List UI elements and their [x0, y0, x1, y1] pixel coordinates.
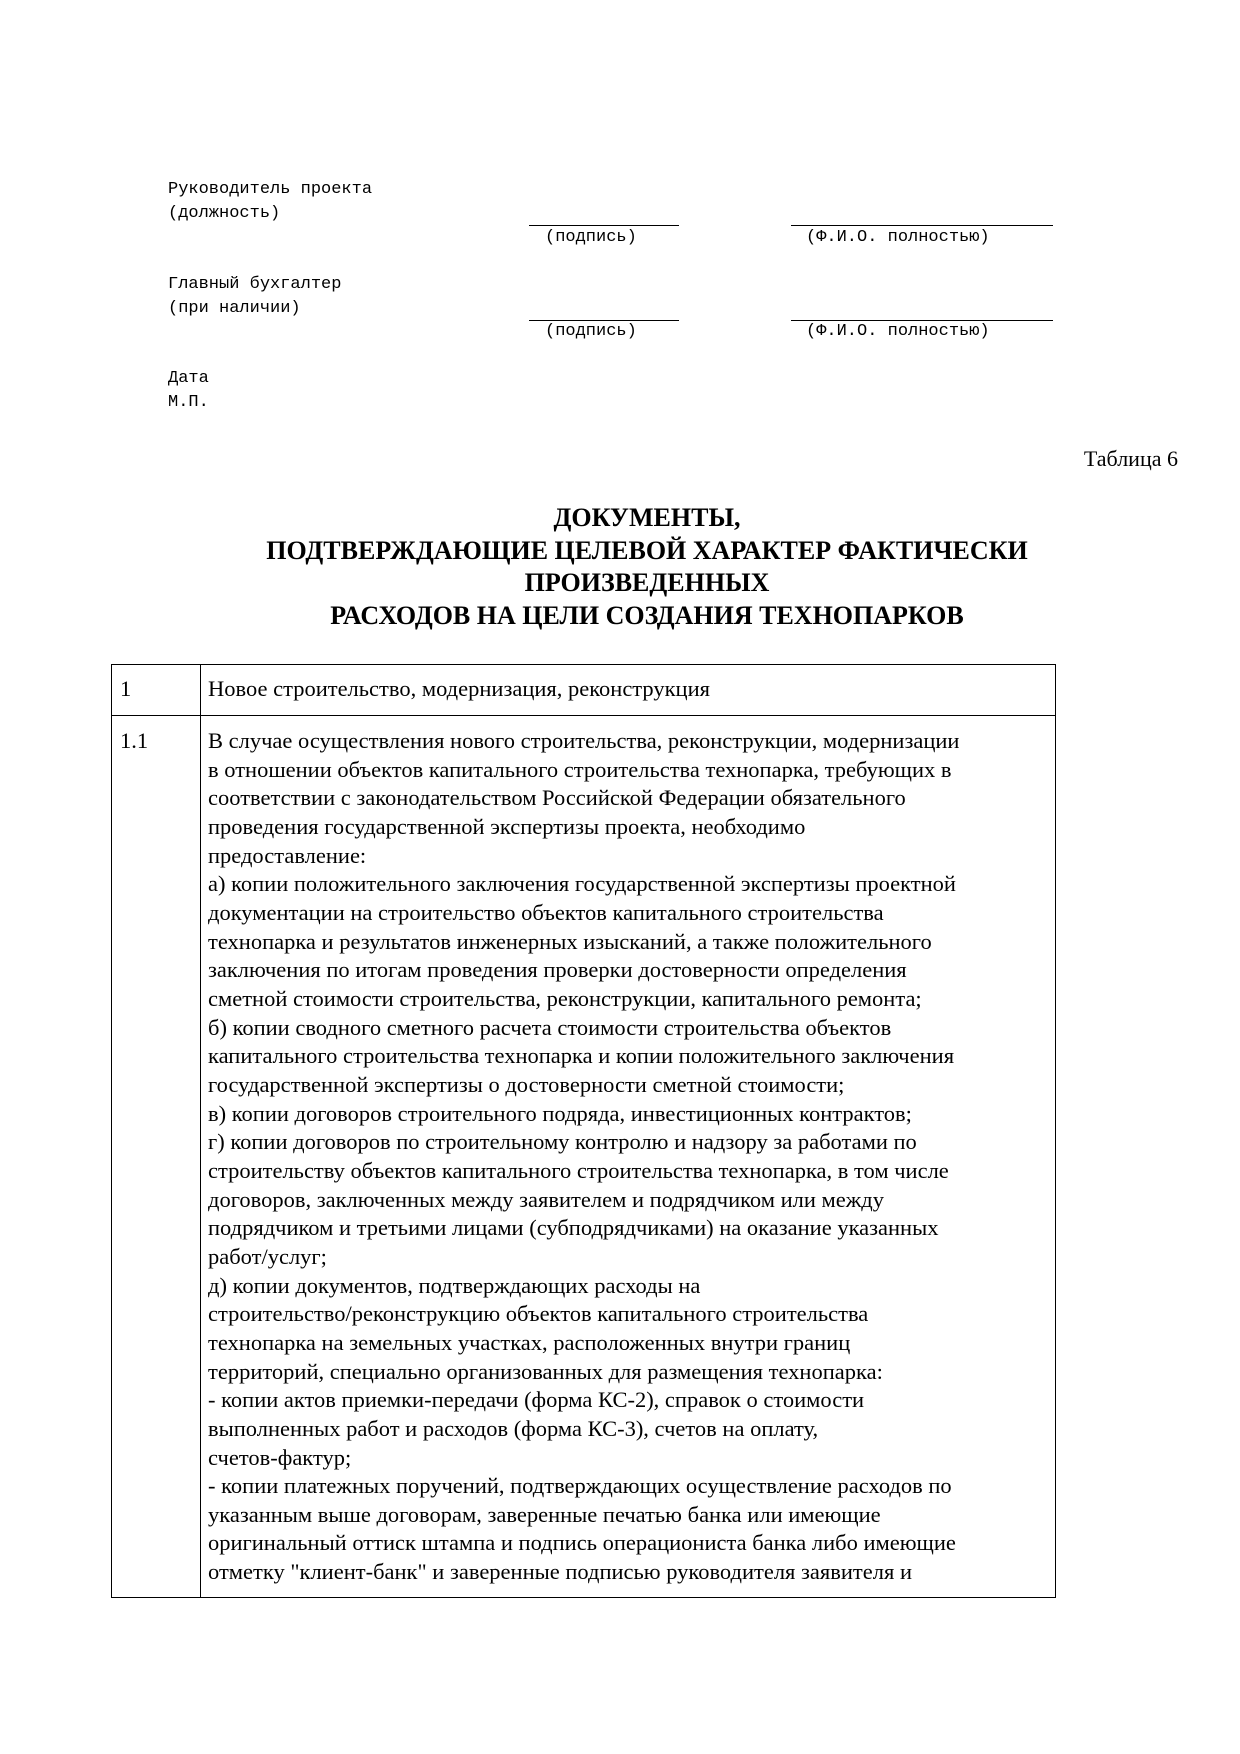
column-divider: [200, 665, 201, 1597]
text-line: строительство/реконструкцию объектов капитального строительства: [208, 1301, 869, 1327]
text-line: г) копии договоров по строительному контролю и надзору за работами по: [208, 1129, 917, 1155]
text-line: строительству объектов капитального строительства технопарка, в том числе: [208, 1157, 949, 1183]
accountant-signature-line: [529, 320, 679, 321]
title-line: ПОДТВЕРЖДАЮЩИЕ ЦЕЛЕВОЙ ХАРАКТЕР ФАКТИЧЕСКИ: [266, 535, 1028, 565]
text-line: государственной экспертизы о достоверности сметной стоимости;: [208, 1071, 845, 1097]
text-line: - копии актов приемки-передачи (форма КС-2), справок о стоимости: [208, 1387, 865, 1413]
table-label: Таблица 6: [1083, 446, 1178, 471]
text-line: документации на строительство объектов капитального строительства: [208, 899, 884, 925]
manager-position: (должность): [168, 204, 281, 223]
text-line: технопарка и результатов инженерных изысканий, а также положительного: [208, 928, 932, 954]
accountant-signature-caption: (подпись): [545, 322, 637, 341]
text-line: предоставление:: [208, 842, 367, 868]
text-line: технопарка на земельных участках, расположенных внутри границ: [208, 1329, 851, 1355]
accountant-fio-line: [791, 320, 1053, 321]
text-line: счетов-фактур;: [208, 1444, 352, 1470]
manager-signature-caption: (подпись): [545, 228, 637, 247]
stamp-label: М.П.: [168, 393, 209, 412]
text-line: соответствии с законодательством Российской Федерации обязательного: [208, 785, 906, 811]
title-line: РАСХОДОВ НА ЦЕЛИ СОЗДАНИЯ ТЕХНОПАРКОВ: [330, 600, 964, 630]
row-divider: [112, 715, 1055, 716]
text-line: В случае осуществления нового строительства, реконструкции, модернизации: [208, 728, 960, 753]
text-line: проведения государственной экспертизы проекта, необходимо: [208, 813, 806, 839]
text-line: договоров, заключенных между заявителем и подрядчиком или между: [208, 1186, 884, 1212]
text-line: в) копии договоров строительного подряда, инвестиционных контрактов;: [208, 1100, 912, 1126]
text-line: территорий, специально организованных для размещения технопарка:: [208, 1358, 883, 1384]
row-number: 1: [120, 676, 132, 701]
text-line: заключения по итогам проведения проверки достоверности определения: [208, 957, 907, 983]
text-line: капитального строительства технопарка и копии положительного заключения: [208, 1043, 955, 1069]
text-line: оригинальный оттиск штампа и подпись операциониста банка либо имеющие: [208, 1530, 956, 1556]
text-line: подрядчиком и третьими лицами (субподрядчиками) на оказание указанных: [208, 1215, 939, 1241]
documents-table: [111, 664, 1056, 1598]
date-label: Дата: [168, 369, 209, 388]
manager-title: Руководитель проекта: [168, 180, 373, 199]
document-title: [112, 502, 1182, 632]
text-line: отметку "клиент-банк" и заверенные подписью руководителя заявителя и: [208, 1559, 912, 1585]
text-line: указанным выше договорам, заверенные печатью банка или имеющие: [208, 1501, 881, 1527]
text-line: д) копии документов, подтверждающих расходы на: [208, 1272, 701, 1298]
row-text: Новое строительство, модернизация, реконструкция: [208, 676, 710, 701]
accountant-note: (при наличии): [168, 299, 301, 318]
text-line: б) копии сводного сметного расчета стоимости строительства объектов: [208, 1014, 892, 1040]
text-line: работ/услуг;: [208, 1243, 327, 1269]
manager-fio-line: [791, 225, 1053, 226]
row-number: 1.1: [120, 728, 149, 753]
text-line: в отношении объектов капитального строительства технопарка, требующих в: [208, 756, 952, 782]
text-line: а) копии положительного заключения государственной экспертизы проектной: [208, 871, 956, 897]
text-line: сметной стоимости строительства, реконструкции, капитального ремонта;: [208, 985, 922, 1011]
manager-fio-caption: (Ф.И.О. полностью): [806, 228, 990, 247]
title-line: ДОКУМЕНТЫ,: [553, 503, 741, 532]
accountant-fio-caption: (Ф.И.О. полностью): [806, 322, 990, 341]
manager-signature-line: [529, 225, 679, 226]
title-line: ПРОИЗВЕДЕННЫХ: [524, 568, 770, 597]
text-line: - копии платежных поручений, подтверждающих осуществление расходов по: [208, 1473, 952, 1499]
accountant-title: Главный бухгалтер: [168, 275, 342, 294]
text-line: выполненных работ и расходов (форма КС-3), счетов на оплату,: [208, 1415, 819, 1441]
